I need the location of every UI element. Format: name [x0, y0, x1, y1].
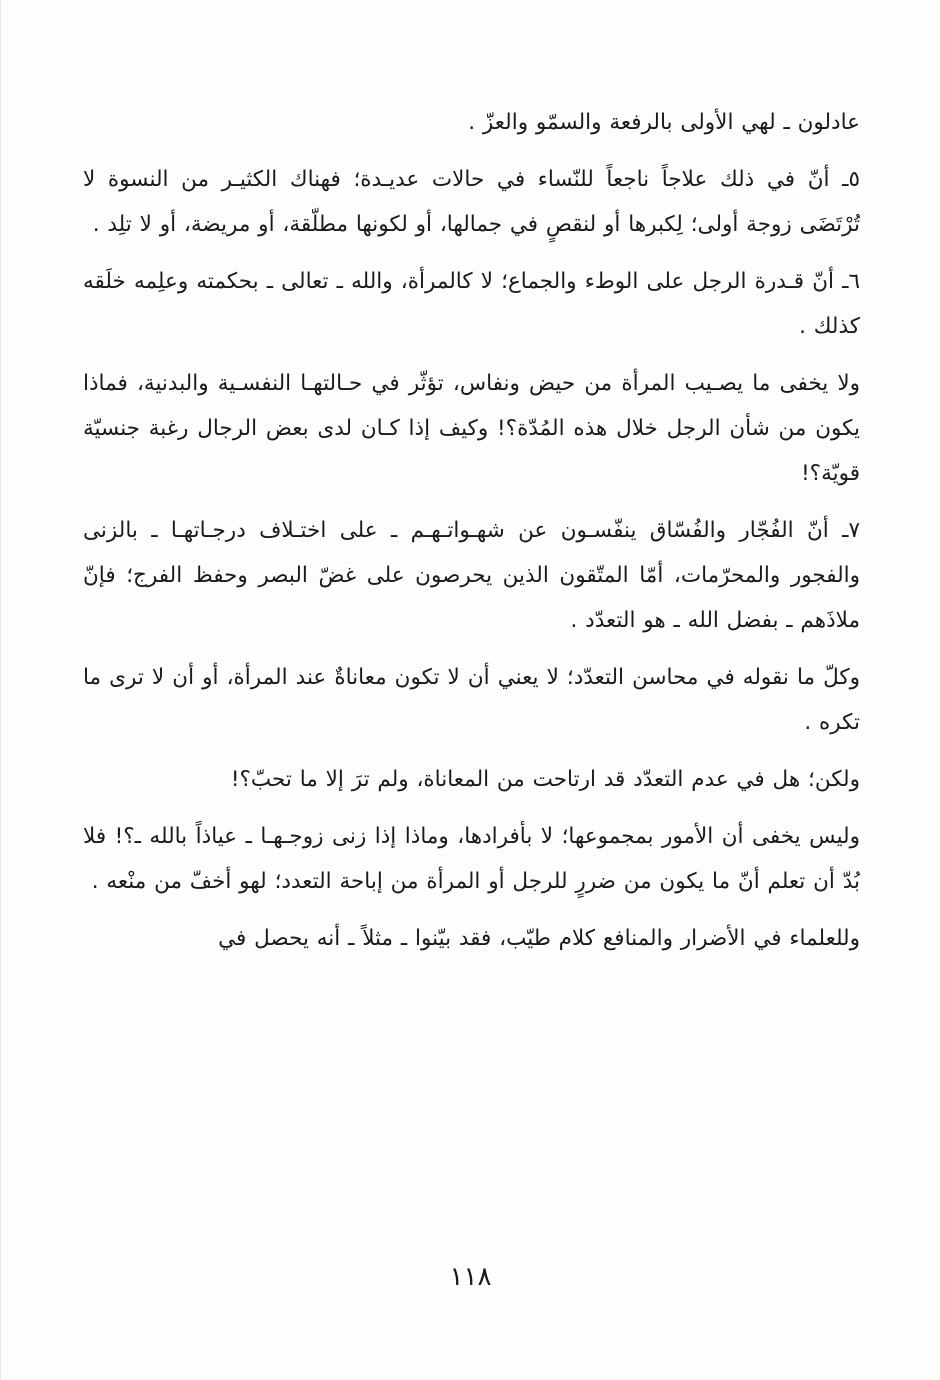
paragraph-6: وكلّ ما نقوله في محاسن التعدّد؛ لا يعني أن لا تكون معاناةٌ عند المرأة، أو أن لا ترى ما تكره .	[83, 665, 860, 735]
paragraph-9: وللعلماء في الأضرار والمنافع كلام طيّب، فقد بيّنوا ـ مثلاً ـ أنه يحصل في	[218, 926, 860, 951]
page-body-text	[83, 100, 860, 973]
paragraph-7: ولكن؛ هل في عدم التعدّد قد ارتاحت من المعاناة، ولم ترَ إلا ما تحبّ؟!	[230, 767, 860, 792]
paragraph-3: ٦ـ أنّ قـدرة الرجل على الوطء والجماع؛ لا كالمرأة، والله ـ تعالى ـ بحكمته وعلِمه خلَقه كذلك .	[83, 269, 860, 339]
page-number: ١١٨	[449, 1262, 492, 1292]
paragraph-4: ولا يخفى ما يصـيب المرأة من حيض ونفاس، تؤثّر في حـالتهـا النفسـية والبدنية، فماذا يكون من شأن الرجل خلال هذه المُدّة؟! وكيف إذا كـان لدى بعض الرجال رغبة جنسيّة قويّة؟!	[83, 371, 860, 486]
paragraph-2: ٥ـ أنّ في ذلك علاجاً ناجعاً للنّساء في حالات عديـدة؛ فهناك الكثيـر من النسوة لا تُرْتَضَى زوجة أولى؛ لِكبرها أو لنقصٍ في جمالها، أو لكونها مطلّقة، أو مريضة، أو لا تلِد .	[83, 167, 860, 237]
paragraph-5: ٧ـ أنّ الفُجّار والفُسّاق ينفّسـون عن شهـواتـهـم ـ على اختـلاف درجـاتهـا ـ بالزنى والفجور والمحرّمات، أمّا المتّقون الذين يحرصون على غضّ البصر وحفظ الفرج؛ فإنّ ملاذَهم ـ بفضل الله ـ هو التعدّد .	[83, 518, 860, 633]
paragraph-8: وليس يخفى أن الأمور بمجموعها؛ لا بأفرادها، وماذا إذا زنى زوجـهـا ـ عياذاً بالله ـ؟! فلا بُدّ أن تعلم أنّ ما يكون من ضررٍ للرجل أو المرأة من إباحة التعدد؛ لهو أخفّ من منْعه .	[83, 824, 860, 894]
paragraph-1: عادلون ـ لهي الأولى بالرفعة والسمّو والعزّ .	[468, 110, 860, 135]
